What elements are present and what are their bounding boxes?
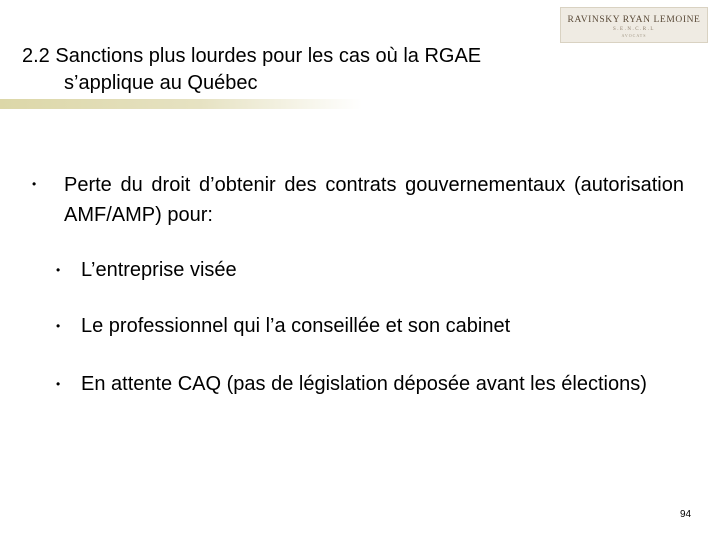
sub-bullet-marker: • (56, 377, 61, 391)
sub-bullet-marker: • (56, 263, 61, 277)
firm-logo (560, 7, 708, 43)
sub-bullet-marker: • (56, 319, 61, 333)
firm-logo-tagline-2: AVOCATS (621, 33, 647, 38)
slide-title-line-2: s’applique au Québec (64, 72, 258, 94)
title-underline-bar (0, 99, 362, 109)
sub-bullet-text: En attente CAQ (pas de législation déposée avant les élections) (81, 373, 647, 395)
firm-logo-name: RAVINSKY RYAN LEMOINE (567, 15, 701, 25)
slide-title (22, 43, 662, 97)
main-bullet-marker: • (32, 177, 37, 191)
page-number: 94 (680, 509, 692, 520)
main-bullet-text: Perte du droit d’obtenir des contrats gouvernementaux (autorisation AMF/AMP) pour: (64, 174, 684, 226)
firm-logo-tagline: S.E.N.C.R.L (613, 27, 655, 32)
sub-bullet-text: Le professionnel qui l’a conseillée et son cabinet (81, 315, 511, 337)
sub-bullet-text: L’entreprise visée (81, 259, 237, 281)
slide-title-line-1: 2.2 Sanctions plus lourdes pour les cas où la RGAE (22, 45, 482, 67)
